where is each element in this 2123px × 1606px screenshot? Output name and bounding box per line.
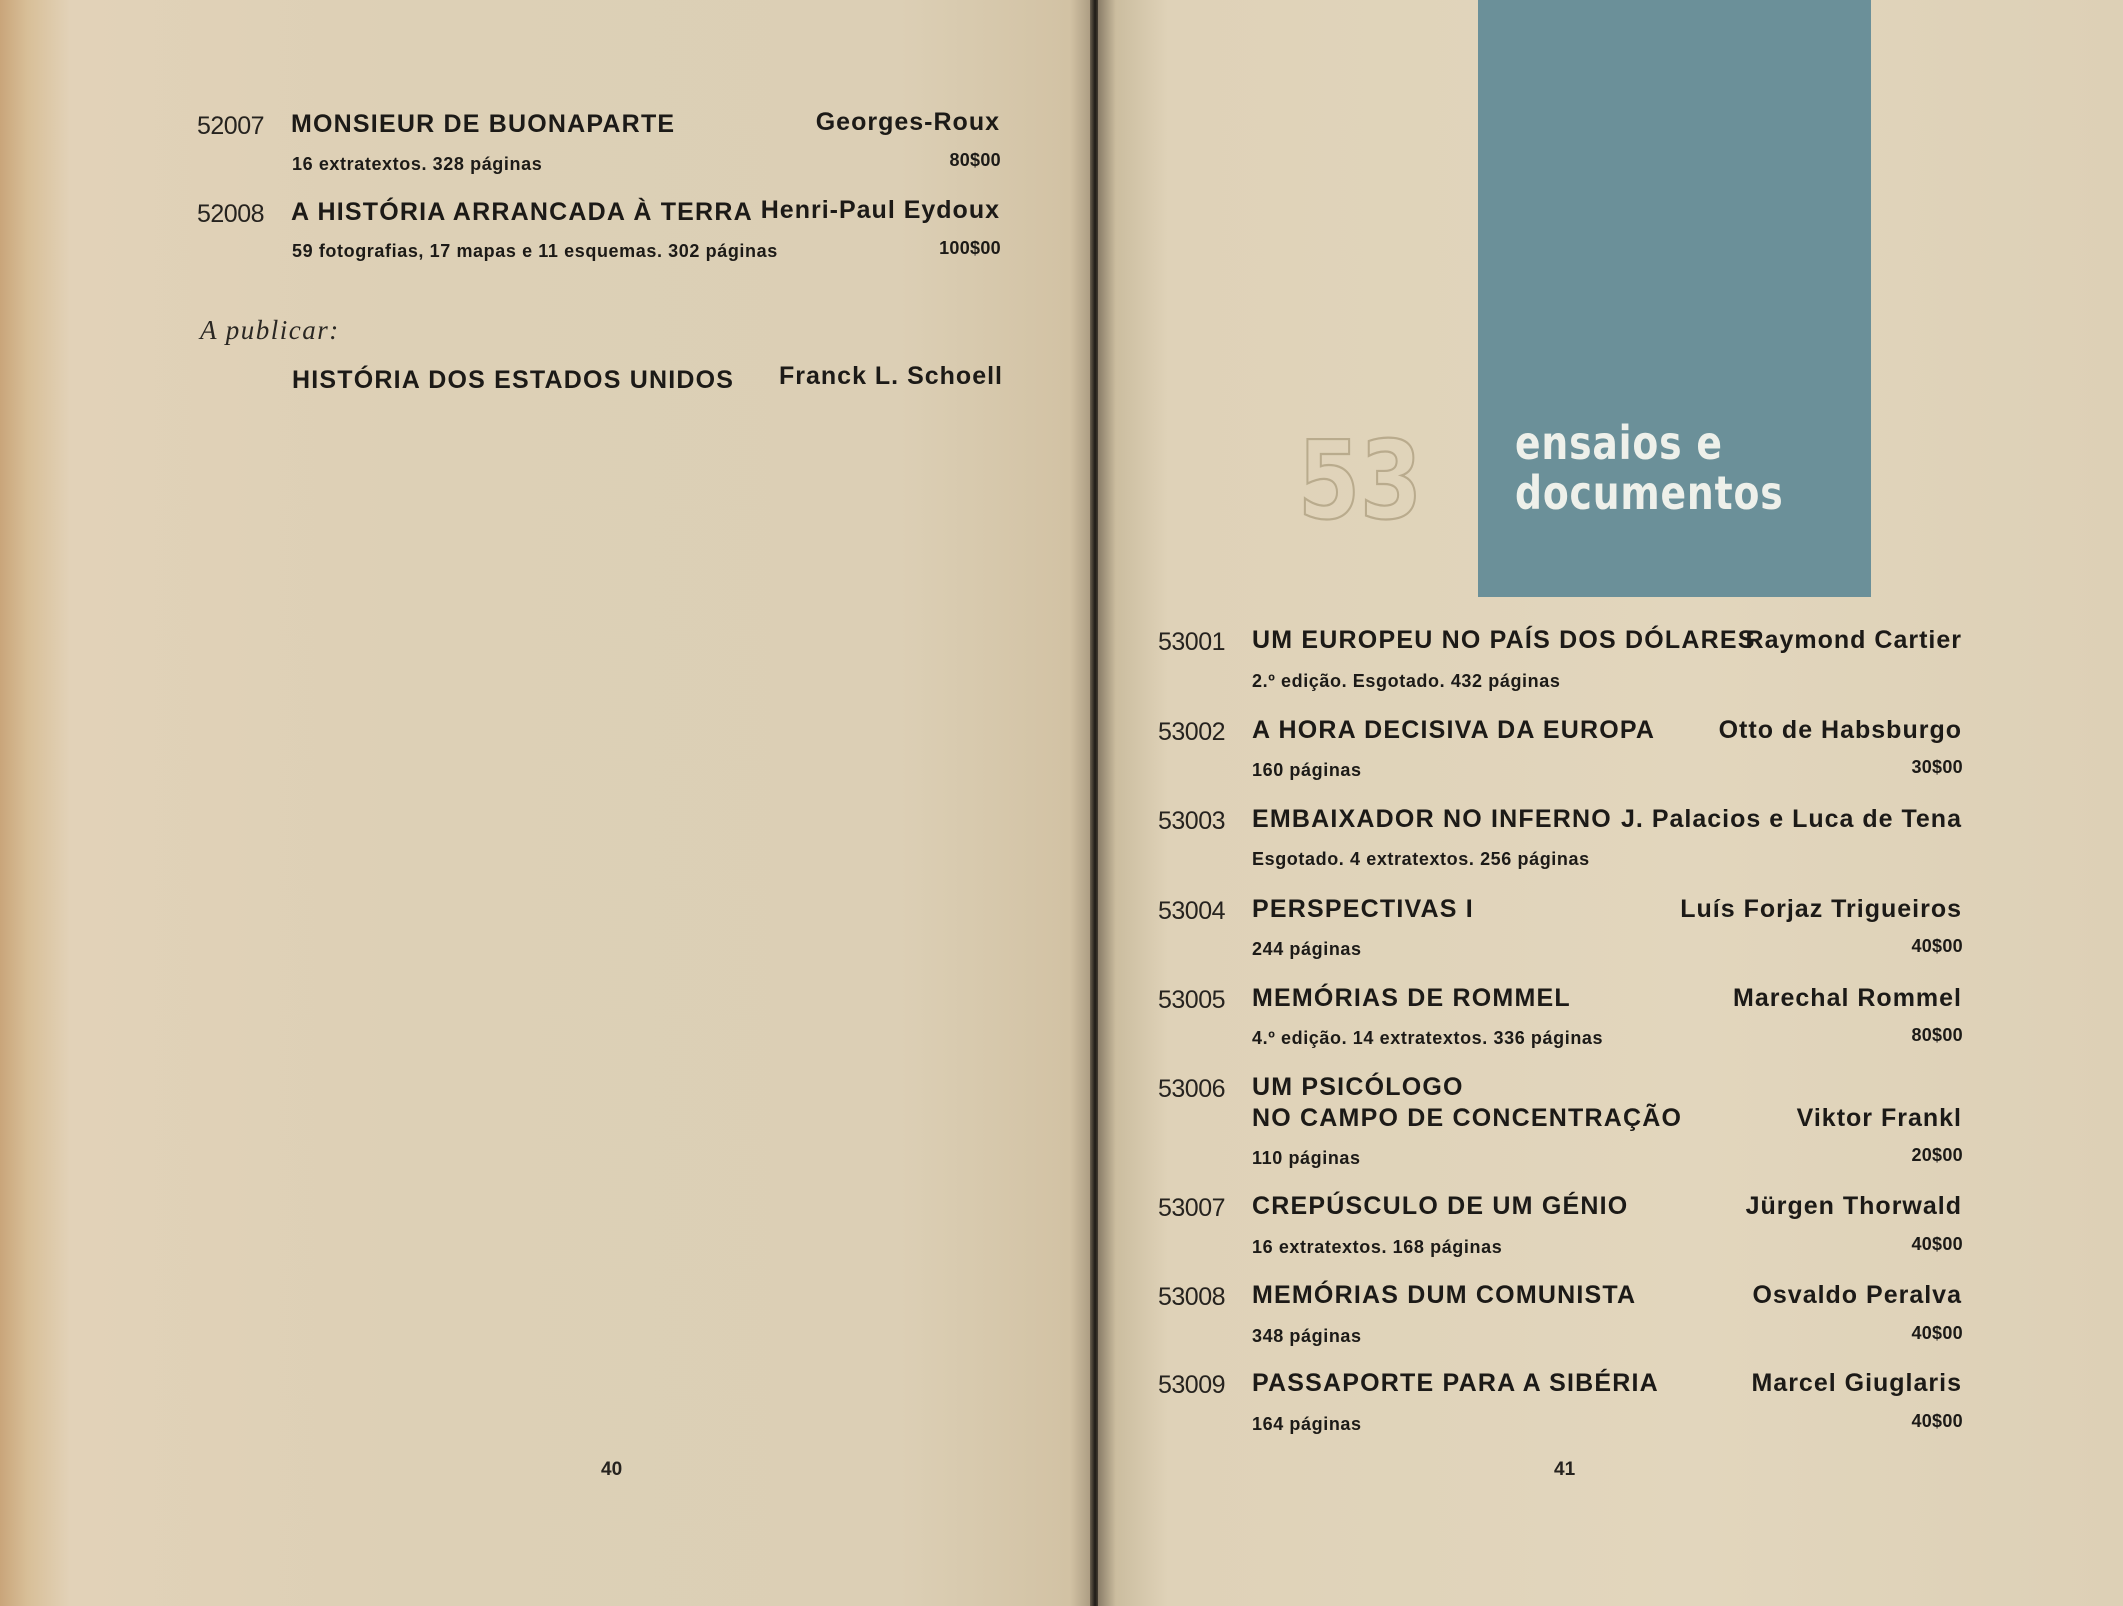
entry-price: 40$00: [1911, 1234, 1963, 1254]
entry-title: UM EUROPEU NO PAÍS DOS DÓLARES: [1252, 626, 1756, 654]
entry-title-line1: UM PSICÓLOGO: [1252, 1073, 1464, 1101]
entry-title: PASSAPORTE PARA A SIBÉRIA: [1252, 1369, 1659, 1397]
entry-title: MONSIEUR DE BUONAPARTE: [291, 110, 676, 138]
entry-price: 40$00: [1911, 1411, 1963, 1431]
entry-title: A HISTÓRIA ARRANCADA À TERRA: [291, 198, 753, 226]
entry-code: 53008: [1158, 1283, 1226, 1311]
section-title-line2: documentos: [1515, 466, 1784, 520]
entry-price: 20$00: [1911, 1145, 1963, 1165]
section-title: [1515, 418, 1783, 518]
entry-author: Marcel Giuglaris: [1751, 1369, 1962, 1397]
entry-details: 348 páginas: [1252, 1326, 1362, 1346]
entry-details: 59 fotografias, 17 mapas e 11 esquemas. 302 páginas: [292, 241, 778, 261]
entry-code: 52008: [197, 200, 265, 228]
entry-title: A HORA DECISIVA DA EUROPA: [1252, 716, 1656, 744]
entry-price: 80$00: [949, 150, 1001, 170]
upcoming-author: Franck L. Schoell: [778, 362, 1003, 390]
entry-code: 53001: [1158, 628, 1226, 656]
entry-author: Osvaldo Peralva: [1752, 1281, 1962, 1309]
entry-details: 244 páginas: [1252, 939, 1362, 959]
entry-author: Marechal Rommel: [1733, 984, 1962, 1012]
section-title-line1: ensaios e: [1515, 416, 1723, 470]
entry-details: 110 páginas: [1252, 1148, 1361, 1168]
entry-details: 2.º edição. Esgotado. 432 páginas: [1252, 671, 1561, 691]
entry-price: 40$00: [1911, 936, 1963, 956]
entry-price: 100$00: [939, 238, 1001, 258]
entry-title: CREPÚSCULO DE UM GÉNIO: [1252, 1192, 1629, 1220]
entry-title: NO CAMPO DE CONCENTRAÇÃO: [1252, 1104, 1683, 1132]
entry-author: J. Palacios e Luca de Tena: [1621, 805, 1962, 833]
entry-price: 40$00: [1911, 1323, 1963, 1343]
entry-code: 53007: [1158, 1194, 1226, 1222]
entry-price: 30$00: [1911, 757, 1963, 777]
entry-author: Georges-Roux: [815, 108, 1000, 136]
entry-details: 160 páginas: [1252, 760, 1362, 780]
entry-details: 164 páginas: [1252, 1414, 1362, 1434]
section-number: 53: [1298, 430, 1422, 530]
entry-code: 53006: [1158, 1075, 1226, 1103]
entry-code: 53004: [1158, 897, 1226, 925]
entry-details: 16 extratextos. 328 páginas: [292, 154, 543, 174]
entry-author: Otto de Habsburgo: [1718, 716, 1962, 744]
entry-code: 53009: [1158, 1371, 1226, 1399]
entry-author: Luís Forjaz Trigueiros: [1680, 895, 1962, 923]
entry-title: PERSPECTIVAS I: [1252, 895, 1474, 923]
entry-code: 53003: [1158, 807, 1226, 835]
entry-author: Viktor Frankl: [1796, 1104, 1962, 1132]
entry-code: 52007: [197, 112, 265, 140]
section-number-outline: [1298, 430, 1428, 530]
entry-price: 80$00: [1911, 1025, 1963, 1045]
entry-code: 53002: [1158, 718, 1226, 746]
entry-title: MEMÓRIAS DE ROMMEL: [1252, 984, 1571, 1012]
entry-author: Henri-Paul Eydoux: [760, 196, 1000, 224]
entry-author: Raymond Cartier: [1745, 626, 1962, 654]
entry-title: EMBAIXADOR NO INFERNO: [1252, 805, 1612, 833]
entry-details: 4.º edição. 14 extratextos. 336 páginas: [1252, 1028, 1604, 1048]
entry-code: 53005: [1158, 986, 1226, 1014]
entry-title: MEMÓRIAS DUM COMUNISTA: [1252, 1281, 1637, 1309]
upcoming-title: HISTÓRIA DOS ESTADOS UNIDOS: [292, 366, 735, 394]
page-number-right: 41: [1554, 1459, 1576, 1480]
entry-author: Jürgen Thorwald: [1745, 1192, 1962, 1220]
upcoming-label: A publicar:: [200, 315, 340, 345]
entry-details: 16 extratextos. 168 páginas: [1252, 1237, 1503, 1257]
entry-details: Esgotado. 4 extratextos. 256 páginas: [1252, 849, 1590, 869]
page-number-left: 40: [601, 1459, 623, 1480]
